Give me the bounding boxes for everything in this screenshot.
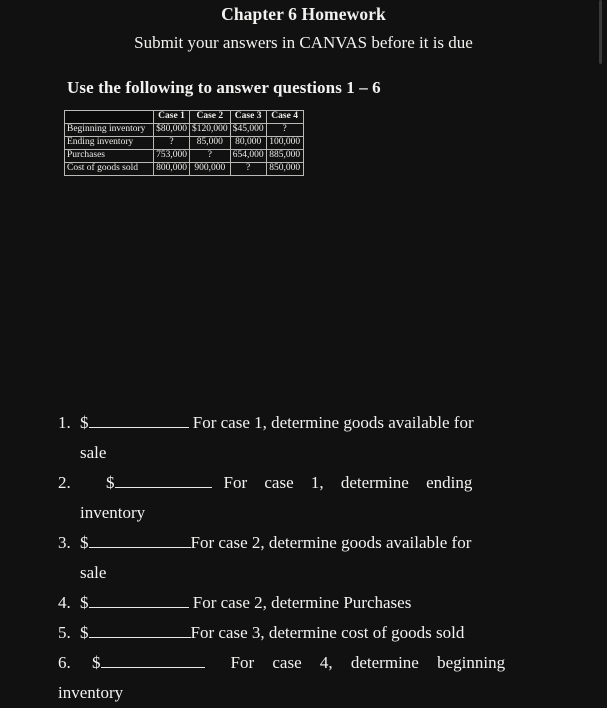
question-1-number: 1. — [58, 413, 71, 432]
question-2-currency: $ — [106, 473, 115, 492]
table-row — [65, 149, 304, 162]
question-2-answer-blank[interactable] — [115, 487, 212, 488]
question-2-wrap-text: inventory — [80, 503, 146, 522]
question-3-text: For case 2, determine goods available for — [190, 533, 472, 552]
cases-table-wrapper — [0, 98, 607, 176]
cell-cogs-case-4: 850,000 — [266, 162, 303, 175]
cell-beginning-inventory-case-4: ? — [266, 123, 303, 136]
question-5-answer-blank[interactable] — [89, 637, 191, 638]
question-2-text: For case 1, determine ending — [223, 473, 473, 492]
question-5-body — [80, 618, 551, 648]
question-6-body — [58, 648, 551, 708]
table-header-row — [65, 110, 304, 123]
question-1-answer-blank[interactable] — [89, 427, 189, 428]
cases-table — [64, 110, 304, 176]
question-3-currency: $ — [80, 533, 89, 552]
question-item-3 — [58, 528, 551, 588]
question-item-6 — [58, 648, 551, 708]
table-col-header-case-4: Case 4 — [266, 110, 303, 123]
question-item-4 — [58, 588, 551, 618]
cell-purchases-case-2: ? — [190, 149, 231, 162]
question-3-number: 3. — [58, 533, 71, 552]
question-6-currency: $ — [92, 653, 101, 672]
vertical-scrollbar[interactable] — [593, 0, 607, 700]
row-label-ending-inventory: Ending inventory — [65, 136, 154, 149]
cell-beginning-inventory-case-3: $45,000 — [230, 123, 266, 136]
cell-cogs-case-1: 800,000 — [154, 162, 190, 175]
table-row — [65, 162, 304, 175]
question-4-body — [80, 588, 551, 618]
scrollbar-thumb[interactable] — [599, 0, 602, 64]
cell-cogs-case-2: 900,000 — [190, 162, 231, 175]
question-5-currency: $ — [80, 623, 89, 642]
question-item-2 — [58, 468, 551, 528]
cell-beginning-inventory-case-1: $80,000 — [154, 123, 190, 136]
questions-list — [0, 408, 607, 708]
table-corner-cell — [65, 110, 154, 123]
page-title: Chapter 6 Homework — [221, 4, 386, 24]
question-2-number: 2. — [58, 473, 71, 492]
question-1-body — [80, 408, 551, 468]
question-6-text: For case 4, determine beginning — [230, 653, 506, 672]
cell-beginning-inventory-case-2: $120,000 — [190, 123, 231, 136]
question-1-wrap-text: sale — [80, 443, 107, 462]
question-5-text: For case 3, determine cost of goods sold — [190, 623, 465, 642]
cell-purchases-case-4: 885,000 — [266, 149, 303, 162]
question-5-number: 5. — [58, 623, 71, 642]
question-3-answer-blank[interactable] — [89, 547, 191, 548]
question-2-body — [80, 468, 551, 528]
question-3-wrap-text: sale — [80, 563, 107, 582]
section-heading: Use the following to answer questions 1 – 6 — [67, 77, 381, 97]
cell-ending-inventory-case-4: 100,000 — [266, 136, 303, 149]
cell-ending-inventory-case-2: 85,000 — [190, 136, 231, 149]
table-col-header-case-1: Case 1 — [154, 110, 190, 123]
question-item-5 — [58, 618, 551, 648]
question-1-currency: $ — [80, 413, 89, 432]
table-col-header-case-2: Case 2 — [190, 110, 231, 123]
cell-cogs-case-3: ? — [230, 162, 266, 175]
question-6-number: 6. — [58, 653, 71, 672]
question-4-currency: $ — [80, 593, 89, 612]
cell-purchases-case-3: 654,000 — [230, 149, 266, 162]
question-4-answer-blank[interactable] — [89, 607, 189, 608]
table-row — [65, 136, 304, 149]
page-subtitle: Submit your answers in CANVAS before it is due — [134, 32, 473, 52]
cell-purchases-case-1: 753,000 — [154, 149, 190, 162]
question-6-wrap-text: inventory — [58, 683, 124, 702]
question-4-number: 4. — [58, 593, 71, 612]
question-3-body — [80, 528, 551, 588]
question-6-answer-blank[interactable] — [101, 667, 205, 668]
cell-ending-inventory-case-3: 80,000 — [230, 136, 266, 149]
row-label-purchases: Purchases — [65, 149, 154, 162]
question-4-text: For case 2, determine Purchases — [192, 593, 412, 612]
cell-ending-inventory-case-1: ? — [154, 136, 190, 149]
row-label-beginning-inventory: Beginning inventory — [65, 123, 154, 136]
table-row — [65, 123, 304, 136]
question-item-1 — [58, 408, 551, 468]
question-1-text: For case 1, determine goods available for — [192, 413, 474, 432]
row-label-cost-of-goods-sold: Cost of goods sold — [65, 162, 154, 175]
table-col-header-case-3: Case 3 — [230, 110, 266, 123]
